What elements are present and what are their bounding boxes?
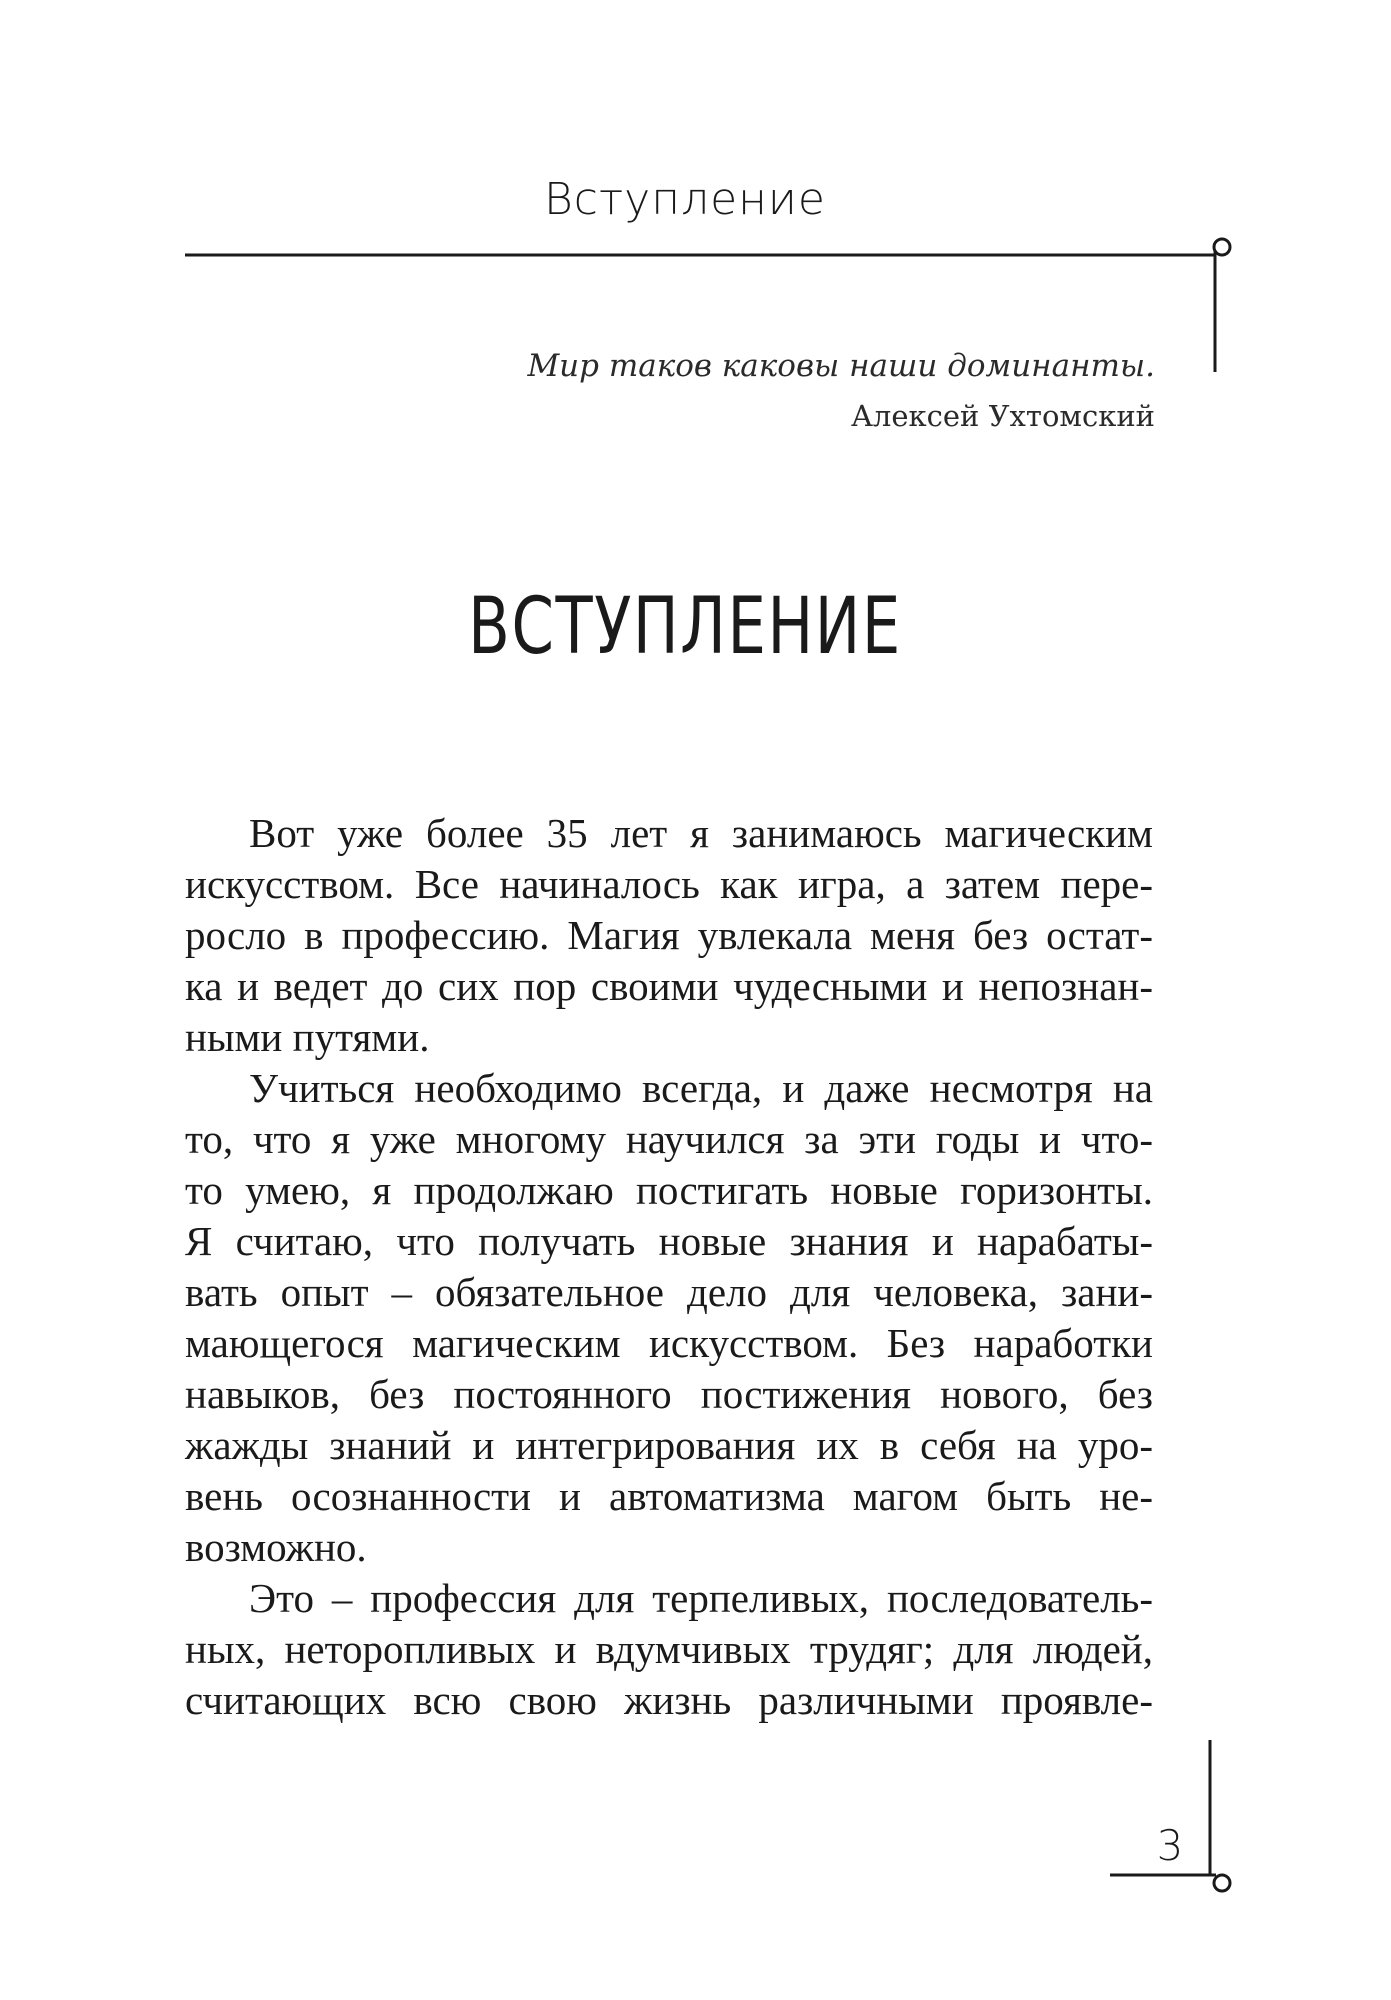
text-line: Я считаю, что получать новые знания и нарабаты-: [185, 1218, 1153, 1264]
text-line: то умею, я продолжаю постигать новые горизонты.: [185, 1167, 1153, 1213]
text-line: навыков, без постоянного постижения нового, без: [185, 1371, 1153, 1417]
page-number: 3: [1156, 1821, 1184, 1870]
text-line: то, что я уже многому научился за эти годы и что-: [185, 1116, 1153, 1162]
text-line: Это – профессия для терпеливых, последователь-: [249, 1575, 1153, 1621]
text-line: считающих всю свою жизнь различными проявле-: [185, 1677, 1153, 1723]
epigraph-quote: Мир таков каковы наши доминанты.: [527, 348, 1155, 384]
text-line: вень осознанности и автоматизма магом быть не-: [185, 1473, 1153, 1519]
text-line: жажды знаний и интегрирования их в себя на уро-: [185, 1422, 1153, 1468]
text-line: ными путями.: [185, 1014, 430, 1060]
text-line: Вот уже более 35 лет я занимаюсь магическим: [249, 810, 1153, 856]
text-line: вать опыт – обязательное дело для человека, зани-: [185, 1269, 1153, 1315]
chapter-title: ВСТУПЛЕНИЕ: [468, 582, 902, 672]
epigraph-author: Алексей Ухтомский: [850, 399, 1155, 433]
text-line: мающегося магическим искусством. Без наработки: [185, 1320, 1153, 1366]
text-line: возможно.: [185, 1524, 367, 1570]
text-line: росло в профессию. Магия увлекала меня без остат-: [185, 912, 1153, 958]
footer-rule-loop: [1214, 1875, 1230, 1891]
body-text: [185, 808, 1153, 1726]
text-line: Учиться необходимо всегда, и даже несмотря на: [249, 1065, 1153, 1111]
text-line: ка и ведет до сих пор своими чудесными и непознан-: [185, 963, 1153, 1009]
running-head: Вступление: [544, 174, 826, 225]
header-rule-loop: [1214, 239, 1230, 255]
text-line: ных, неторопливых и вдумчивых трудяг; для людей,: [185, 1626, 1153, 1672]
epigraph: [527, 340, 1155, 440]
text-line: искусством. Все начиналось как игра, а затем пере-: [185, 861, 1153, 907]
